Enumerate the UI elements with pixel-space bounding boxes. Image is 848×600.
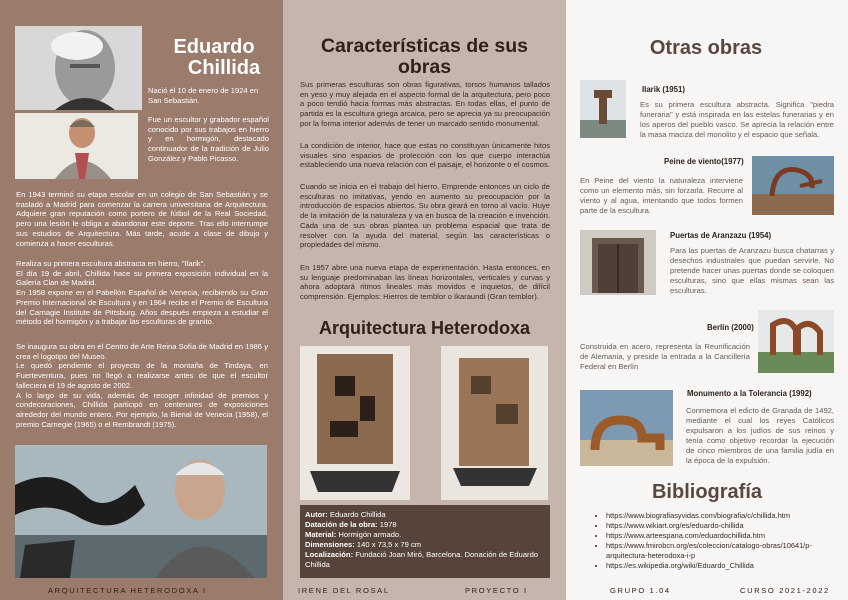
work-desc-aranzazu: Para las puertas de Aranzazu busca chatarras y desechos industriales que puedan servirle. No pretende hacer unas puertas donde se coloquen esculturas, sino que ellas mismas sean las esculturas. <box>670 246 834 296</box>
work-title-berlin: Berlín (2000) <box>707 323 754 332</box>
chillida-with-sculpture-photo <box>15 445 267 578</box>
spec-localizacion-label: Localización: <box>305 550 354 560</box>
spec-datacion-value: 1978 <box>379 520 397 530</box>
work-desc-ilarik: Es su primera escultura abstracta. Significa "piedra funeraria" y está inspirada en las estelas funerarias y en los aperos del pueblo vasco. Se aprecia la relación entre la masa maciza del monolito y el espacio que señala. <box>640 100 834 140</box>
intro-text: Fue un escultor y grabador español conocido por sus trabajos en hierro y en hormigón, destacado continuador de la tradición de Julio González y Pablo Picasso. <box>148 115 269 163</box>
spec-datacion-label: Datación de la obra: <box>305 520 378 530</box>
arquitectura-heterodoxa-subtitle: Arquitectura Heterodoxa <box>318 318 531 338</box>
bibliography-title: Bibliografía <box>651 481 762 503</box>
spec-autor-value: Eduardo Chillida <box>329 510 386 519</box>
spec-material-label: Material: <box>305 530 337 540</box>
birth-text: Nació el 10 de enero de 1924 en San Sebastián. <box>148 86 259 105</box>
spec-dimensiones-value: 140 x 73,5 x 79 cm <box>356 540 422 550</box>
work-title-ilarik: Ilarik (1951) <box>642 85 685 94</box>
name-line-2: Chillida <box>187 57 261 79</box>
work-title-aranzazu: Puertas de Aranzazu (1954) <box>670 231 772 240</box>
sculpture-photo-side <box>441 346 548 500</box>
ilarik-photo <box>580 80 626 138</box>
bio-paragraph-3a: Se inaugura su obra en el Centro de Arte Reina Sofía de Madrid en 1986 y crea el logotipo del Museo. <box>16 342 268 361</box>
characteristics-paragraph-4: En 1957 abre una nueva etapa de experimentación. Hasta entonces, en su lenguaje predominaban las líneas horizontales, verticales y curvas y ahora adoptará ritmos lineales más movidos e inquietos, de difícil comprensión. Ejemplos: Hierros de temblor o Ikaraundi (Gran temblor). <box>300 263 550 302</box>
bibliography-link[interactable]: • https://www.biografiasyvidas.com/biografia/c/chillida.htm <box>606 511 830 521</box>
other-works-title: Otras obras <box>649 37 763 59</box>
portrait-photo-old <box>15 26 142 110</box>
bibliography-list <box>600 511 830 571</box>
bio-paragraph-2c: En 1958 expone en el Pabellón Español de Venecia, recibiendo su Gran Premio Internacional de Escultura y en 1964 recibe el Premio de Escultura del Carnagie Institute de Pittsburg. Años después empieza a estudiar el método del hormigón y a trabajar las esculturas de granito. <box>16 288 268 327</box>
footer-author: IRENE DEL ROSAL <box>298 586 390 595</box>
bio-paragraph-3c: A lo largo de su vida, además de recoger infinidad de premios y condecoraciones, Chillida participó en centenares de exposiciones alrededor del mundo entero. Por ejemplo, la Bienal de Venecia (1958), el premio Carnegie (1965) o el Rembrandt (1975). <box>16 390 268 429</box>
biography-column <box>0 0 283 600</box>
footer-group: GRUPO 1.04 <box>610 586 671 595</box>
footer-course-year: CURSO 2021-2022 <box>740 586 830 595</box>
spec-localizacion-value: Fundació Joan Miró, Barcelona. Donación de Eduardo Chillida <box>305 550 539 570</box>
sculpture-photo-front <box>300 346 410 500</box>
bio-paragraph-1: En 1943 terminó su etapa escolar en un colegio de San Sebastián y se trasladó a Madrid para comenzar la carrera universitaria de Arquitectura. Adquiere gran reputación como portero de fútbol de la Real Sociedad, pero una lesión le obliga a abandonar este deporte. Tras ello interrumpe sus estudios de Arquitectura. Más tarde, acude a clase de dibujo y comienza a hacer esculturas. <box>16 190 268 248</box>
monumento-tolerancia-photo <box>580 390 673 466</box>
footer-project: PROYECTO I <box>465 586 528 595</box>
spec-dimensiones-label: Dimensiones: <box>305 540 355 550</box>
portrait-photo-young <box>15 113 138 179</box>
work-desc-tolerancia: Conmemora el edicto de Granada de 1492, mediante el cual los reyes Católicos expulsaron a los judíos de sus reinos y tenía como objetivo recordar la ejecución de cinco miembros de una familia judía en la época de la expulsión. <box>686 406 834 466</box>
characteristics-paragraph-1: Sus primeras esculturas son obras figurativas, torsos humanos tallados en yeso y muy alejada en el aspecto formal de la arquitectura, pero poco a poco tendió hacia formas más abstractas. En todas ellas, el punto de partida es la escultura griega arcaica, pero se aprecia ya su preocupación por la forma interior además de tener un marcado sentido monumental. <box>300 80 550 128</box>
bibliography-link[interactable]: • https://www.arteespana.com/eduardochillida.htm <box>606 531 830 541</box>
bibliography-link[interactable]: • https://es.wikipedia.org/wiki/Eduardo_Chillida <box>606 561 830 571</box>
work-title-tolerancia: Monumento a la Tolerancia (1992) <box>687 389 812 398</box>
berlin-sculpture-photo <box>758 310 834 373</box>
puertas-aranzazu-photo <box>580 230 656 295</box>
peine-del-viento-photo <box>752 156 834 215</box>
work-desc-peine: En Peine del viento la naturaleza interviene como un elemento más, sin forzarla. Recurre al viento y al agua, intentando que todos formen parte de la escultura. <box>580 176 743 216</box>
footer-course-name: ARQUITECTURA HETERODOXA I <box>48 586 207 595</box>
bio-paragraph-2b: El día 19 de abril, Chillida hace su primera exposición individual en la Galería Clan de Madrid. <box>16 268 268 288</box>
name-line-1: Eduardo <box>173 36 255 58</box>
bibliography-link[interactable]: • https://www.wikiart.org/es/eduardo-chillida <box>606 521 830 531</box>
bio-paragraph-3b: Le quedó pendiente el proyecto de la montaña de Tindaya, en Fuerteventura, pues no llegó a realizarse antes de que el escultor falleciera el 19 de agosto de 2002. <box>16 361 268 390</box>
bibliography-link[interactable]: • https://www.fmirobcn.org/es/coleccion/catalogo-obras/10641/p-arquitectura-heterodoxa-i-p <box>606 541 830 561</box>
characteristics-paragraph-3: Cuando se inicia en el trabajo del hierro. Emprende entonces un ciclo de esculturas no imitativas, yendo en aumento su preocupación por la introducción de espacios abiertos. Su obra girará en torno al vacío. Huye de la imitación de la naturaleza y va en busca de la creación e invención. Cada una de sus obras plantea un problema espacial que trata de resolver con la ayuda del material, según las características o propiedades del mismo. <box>300 182 550 250</box>
spec-material-value: Hormigón armado. <box>338 530 402 540</box>
work-title-peine: Peine de viento(1977) <box>664 157 744 166</box>
characteristics-title: Características de sus obras <box>320 35 529 78</box>
bio-paragraph-2a: Realiza su primera escultura abstracta en hierro, "Ilarik". <box>16 259 206 268</box>
work-desc-berlin: Construida en acero, representa la Reunificación de Alemania, y preside la entrada a la Cancillería Federal en Berlín <box>580 342 750 372</box>
spec-autor-label: Autor: <box>305 510 328 519</box>
artwork-spec-box <box>300 505 550 578</box>
characteristics-paragraph-2: La condición de interior, hace que estas no constituyan únicamente hitos visuales sino espacios de protección con los que cuerpo interactúa estableciendo una nueva relación con el paisaje, el horizonte o el cosmos. <box>300 141 550 170</box>
